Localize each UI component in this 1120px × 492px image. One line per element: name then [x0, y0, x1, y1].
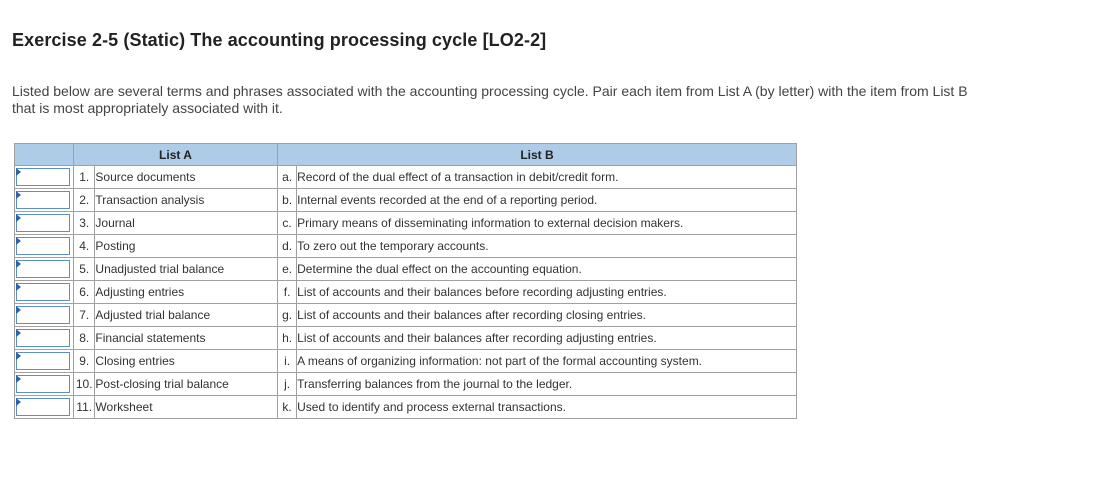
dropdown-marker-icon	[16, 329, 21, 337]
list-a-number: 1.	[74, 166, 95, 189]
list-a-term: Adjusting entries	[95, 281, 278, 304]
list-b-letter: c.	[278, 212, 297, 235]
list-a-term: Worksheet	[95, 396, 278, 419]
list-b-letter: j.	[278, 373, 297, 396]
table-row	[15, 396, 797, 419]
list-b-letter: a.	[278, 166, 297, 189]
list-a-term: Journal	[95, 212, 278, 235]
answer-column-header	[15, 144, 74, 166]
list-a-term: Unadjusted trial balance	[95, 258, 278, 281]
answer-cell	[15, 304, 74, 327]
dropdown-marker-icon	[16, 398, 21, 406]
dropdown-marker-icon	[16, 306, 21, 314]
answer-cell	[15, 396, 74, 419]
matching-table	[14, 143, 797, 419]
list-a-term: Closing entries	[95, 350, 278, 373]
answer-dropdown[interactable]	[16, 191, 70, 209]
dropdown-marker-icon	[16, 191, 21, 199]
exercise-title: Exercise 2-5 (Static) The accounting processing cycle [LO2-2]	[12, 30, 547, 50]
dropdown-marker-icon	[16, 283, 21, 291]
answer-cell	[15, 327, 74, 350]
list-b-description: A means of organizing information: not part of the formal accounting system.	[297, 350, 797, 373]
table-header-row	[15, 144, 797, 166]
answer-dropdown[interactable]	[16, 168, 70, 186]
list-b-header: List B	[278, 144, 797, 166]
list-a-number: 11.	[74, 396, 95, 419]
list-b-description: Determine the dual effect on the accounting equation.	[297, 258, 797, 281]
answer-cell	[15, 373, 74, 396]
table-row	[15, 281, 797, 304]
list-b-letter: h.	[278, 327, 297, 350]
list-a-number: 4.	[74, 235, 95, 258]
dropdown-marker-icon	[16, 168, 21, 176]
answer-cell	[15, 281, 74, 304]
list-a-term: Post-closing trial balance	[95, 373, 278, 396]
table-row	[15, 327, 797, 350]
list-b-description: Used to identify and process external transactions.	[297, 396, 797, 419]
list-b-description: Record of the dual effect of a transaction in debit/credit form.	[297, 166, 797, 189]
dropdown-marker-icon	[16, 214, 21, 222]
list-b-description: Transferring balances from the journal to the ledger.	[297, 373, 797, 396]
answer-dropdown[interactable]	[16, 237, 70, 255]
list-a-term: Adjusted trial balance	[95, 304, 278, 327]
list-a-number: 6.	[74, 281, 95, 304]
exercise-instructions: Listed below are several terms and phrases associated with the accounting processing cycle. Pair each item from List A (by letter) with the item from List B that is most appropriately associated with it.	[12, 83, 968, 116]
list-a-number: 8.	[74, 327, 95, 350]
list-a-term: Transaction analysis	[95, 189, 278, 212]
answer-cell	[15, 258, 74, 281]
list-b-letter: k.	[278, 396, 297, 419]
list-b-letter: b.	[278, 189, 297, 212]
list-a-number: 9.	[74, 350, 95, 373]
table-row	[15, 189, 797, 212]
answer-dropdown[interactable]	[16, 306, 70, 324]
list-b-description: List of accounts and their balances after recording closing entries.	[297, 304, 797, 327]
list-a-header: List A	[74, 144, 278, 166]
list-b-letter: e.	[278, 258, 297, 281]
answer-cell	[15, 235, 74, 258]
list-b-description: Internal events recorded at the end of a reporting period.	[297, 189, 797, 212]
list-b-letter: g.	[278, 304, 297, 327]
list-a-number: 2.	[74, 189, 95, 212]
table-row	[15, 212, 797, 235]
table-row	[15, 350, 797, 373]
answer-cell	[15, 189, 74, 212]
list-a-number: 5.	[74, 258, 95, 281]
dropdown-marker-icon	[16, 237, 21, 245]
list-b-letter: f.	[278, 281, 297, 304]
dropdown-marker-icon	[16, 352, 21, 360]
table-row	[15, 258, 797, 281]
answer-dropdown[interactable]	[16, 329, 70, 347]
table-row	[15, 166, 797, 189]
list-b-description: List of accounts and their balances after recording adjusting entries.	[297, 327, 797, 350]
table-row	[15, 304, 797, 327]
answer-dropdown[interactable]	[16, 398, 70, 416]
list-a-term: Posting	[95, 235, 278, 258]
answer-dropdown[interactable]	[16, 260, 70, 278]
dropdown-marker-icon	[16, 375, 21, 383]
list-a-term: Source documents	[95, 166, 278, 189]
list-a-number: 3.	[74, 212, 95, 235]
answer-dropdown[interactable]	[16, 352, 70, 370]
list-b-letter: d.	[278, 235, 297, 258]
list-b-description: To zero out the temporary accounts.	[297, 235, 797, 258]
list-b-letter: i.	[278, 350, 297, 373]
list-a-number: 7.	[74, 304, 95, 327]
list-b-description: List of accounts and their balances before recording adjusting entries.	[297, 281, 797, 304]
answer-dropdown[interactable]	[16, 214, 70, 232]
list-b-description: Primary means of disseminating information to external decision makers.	[297, 212, 797, 235]
list-a-term: Financial statements	[95, 327, 278, 350]
dropdown-marker-icon	[16, 260, 21, 268]
answer-cell	[15, 350, 74, 373]
answer-cell	[15, 166, 74, 189]
list-a-number: 10.	[74, 373, 95, 396]
answer-cell	[15, 212, 74, 235]
table-row	[15, 235, 797, 258]
table-row	[15, 373, 797, 396]
answer-dropdown[interactable]	[16, 283, 70, 301]
answer-dropdown[interactable]	[16, 375, 70, 393]
